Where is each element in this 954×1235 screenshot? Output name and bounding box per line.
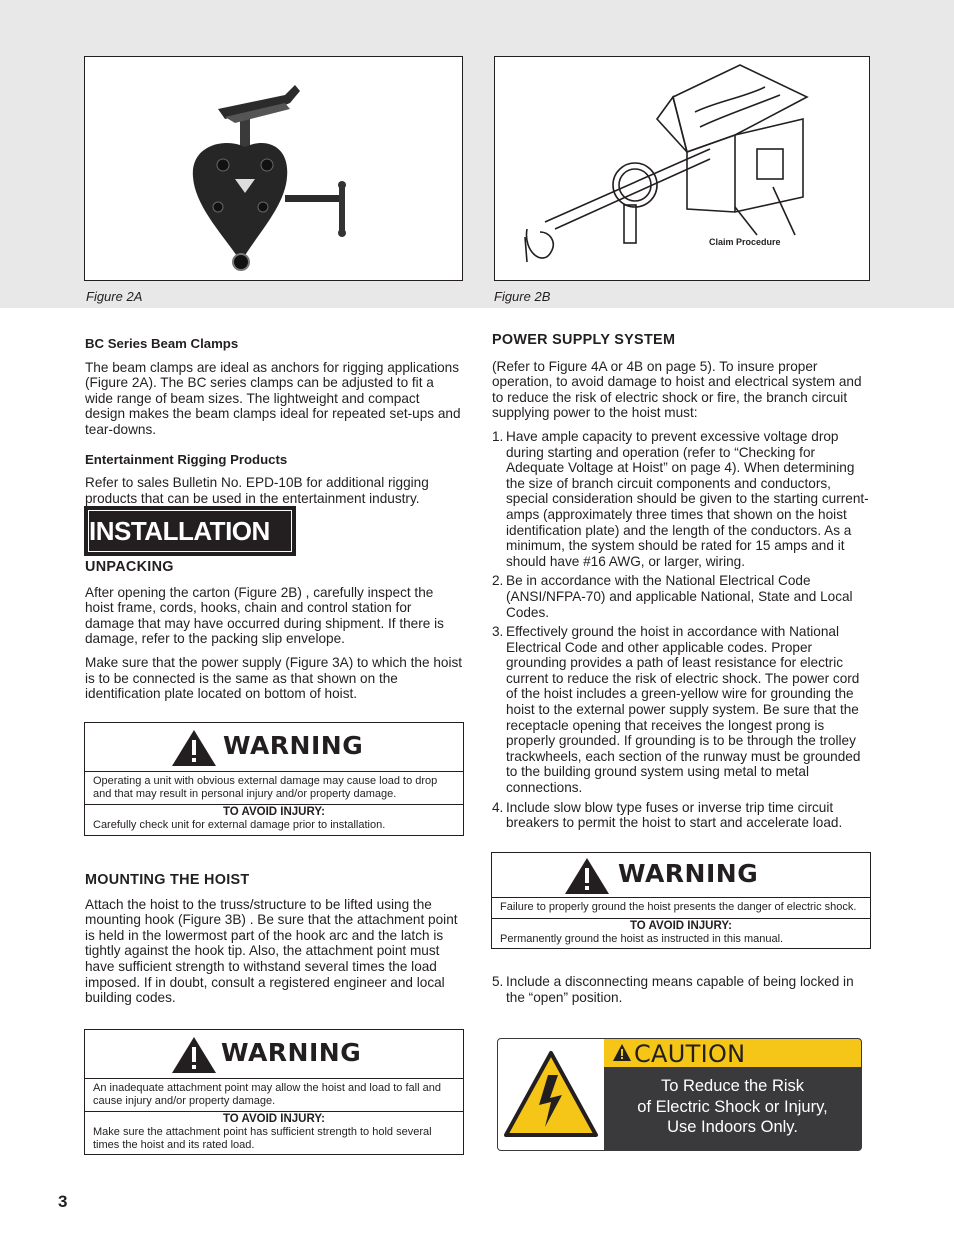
warning-title: WARNING bbox=[618, 859, 759, 888]
mounting-text: Attach the hoist to the truss/structure to be lifted using the mounting hook (Figure 3B) . Be sure that the attachment point is held in the lowermost part of the hook arc and the latch is tightly against the hook tip. Also, the attachment point must have sufficient strength to withstand several times the load imposed. If in doubt, consult a registered engineer and local building codes. bbox=[85, 896, 458, 1006]
warning-header bbox=[85, 1030, 463, 1079]
figure-2b-caption: Figure 2B bbox=[494, 289, 551, 304]
warning-header bbox=[85, 723, 463, 772]
carton-illustration bbox=[495, 57, 869, 280]
avoid-injury-text: Permanently ground the hoist as instructed in this manual. bbox=[500, 932, 784, 945]
entertainment-text: Refer to sales Bulletin No. EPD-10B for additional rigging products that can be used in the entertainment industry. bbox=[85, 475, 429, 506]
list-item: 1. Have ample capacity to prevent excessive voltage drop during starting and operation (refer to “Checking for Adequate Voltage at Hoist” on page 4). When determining the size of branch circuit components and conductors, special consideration should be given to the starting current-amps (approximately three times that shown on the hoist identification plate) and the length of the conductors. As a minimum, the system should be rated for 15 amps and it should have #16 AWG, or larger, wiring. bbox=[492, 428, 869, 569]
figure-2a bbox=[84, 56, 463, 281]
avoid-injury-text: Carefully check unit for external damage prior to installation. bbox=[93, 819, 386, 832]
warning-triangle-icon bbox=[171, 1036, 217, 1074]
avoid-injury-heading: TO AVOID INJURY: bbox=[629, 919, 733, 932]
item-5-block bbox=[492, 974, 870, 1009]
electric-shock-icon bbox=[498, 1039, 604, 1150]
unpacking-heading: UNPACKING bbox=[85, 559, 174, 575]
warning-title: WARNING bbox=[223, 731, 364, 760]
claim-procedure-label: Claim Procedure bbox=[709, 237, 781, 247]
mounting-heading: MOUNTING THE HOIST bbox=[85, 872, 250, 888]
power-requirements-list bbox=[492, 429, 870, 831]
warning-body: Operating a unit with obvious external damage may cause load to drop and that may result in personal injury and/or property damage. bbox=[85, 772, 463, 805]
warning-header bbox=[492, 853, 870, 898]
warning-triangle-icon bbox=[171, 729, 217, 767]
caution-text: To Reduce the Risk of Electric Shock or Injury, Use Indoors Only. bbox=[637, 1077, 828, 1136]
list-item: 3. Effectively ground the hoist in accordance with National Electrical Code and other applicable codes. Proper grounding provides a path of least resistance for electric current to reduce the risk of electric shock. The power cord of the hoist includes a green-yellow wire for grounding the hoist to the external power supply system. Be sure that the receptacle opening that receives the longest prong is properly grounded. If grounding is to be through the trolley trackwheels, each section of the runway must be grounded to the building ground system using metal to metal connections. bbox=[492, 624, 861, 796]
page-number: 3 bbox=[58, 1192, 68, 1211]
unpacking-text-1: After opening the carton (Figure 2B) , carefully inspect the hoist frame, cords, hooks, chain and control station for damage that may have occurred during shipment. If there is damage, refer to the packing slip envelope. bbox=[85, 584, 444, 647]
unpacking-section bbox=[85, 560, 463, 710]
list-item: 4. Include slow blow type fuses or inverse trip time circuit breakers to permit the hoist to start and accelerate load. bbox=[492, 799, 843, 831]
avoid-injury-heading: TO AVOID INJURY: bbox=[222, 1113, 326, 1126]
list-item: 5. Include a disconnecting means capable of being locked in the “open” position. bbox=[492, 974, 854, 1005]
caution-title: CAUTION bbox=[634, 1040, 746, 1068]
bc-heading: BC Series Beam Clamps bbox=[85, 336, 239, 351]
unpacking-text-2: Make sure that the power supply (Figure 3A) to which the hoist is to be connected is the same as that shown on the identification plate located on bottom of hoist. bbox=[85, 654, 463, 702]
entertainment-heading: Entertainment Rigging Products bbox=[85, 451, 288, 467]
warning-triangle-icon bbox=[564, 857, 610, 895]
warning-box-ground bbox=[491, 852, 871, 949]
warning-body: An inadequate attachment point may allow the hoist and load to fall and cause injury and/or property damage. bbox=[85, 1079, 463, 1112]
caution-label bbox=[497, 1038, 862, 1151]
warning-body: Failure to properly ground the hoist presents the danger of electric shock. bbox=[492, 898, 870, 919]
avoid-injury-text: Make sure the attachment point has sufficient strength to hold several times the hoist and its rated load. bbox=[93, 1126, 432, 1151]
left-column bbox=[85, 336, 463, 514]
caution-bar bbox=[604, 1039, 861, 1067]
bc-text: The beam clamps are ideal as anchors for rigging applications (Figure 2A). The BC series clamps can be adjusted to fit a wide range of beam sizes. The lightweight and compact design makes the beam clamps ideal for repeated set-ups and tear-downs. bbox=[85, 359, 461, 437]
right-column bbox=[492, 333, 870, 835]
figure-2a-caption: Figure 2A bbox=[86, 289, 143, 304]
list-item: 2. Be in accordance with the National Electrical Code (ANSI/NFPA-70) and applicable National, State and Local Codes. bbox=[492, 573, 853, 620]
warning-box-damage bbox=[84, 722, 464, 836]
power-intro: (Refer to Figure 4A or 4B on page 5). To insure proper operation, to avoid damage to hoist and electrical system and to reduce the risk of electric shock or fire, the branch circuit supplying power to the hoist must: bbox=[492, 358, 862, 421]
warning-title: WARNING bbox=[221, 1038, 362, 1067]
mounting-section bbox=[85, 873, 465, 1014]
caution-triangle-icon bbox=[612, 1043, 632, 1062]
power-heading: POWER SUPPLY SYSTEM bbox=[492, 332, 676, 348]
beam-clamp-illustration bbox=[85, 57, 462, 280]
installation-title: INSTALLATION bbox=[84, 506, 296, 556]
avoid-injury-heading: TO AVOID INJURY: bbox=[222, 806, 326, 819]
caution-icon-panel bbox=[498, 1039, 604, 1150]
figure-2b bbox=[494, 56, 870, 281]
warning-box-attachment bbox=[84, 1029, 464, 1155]
